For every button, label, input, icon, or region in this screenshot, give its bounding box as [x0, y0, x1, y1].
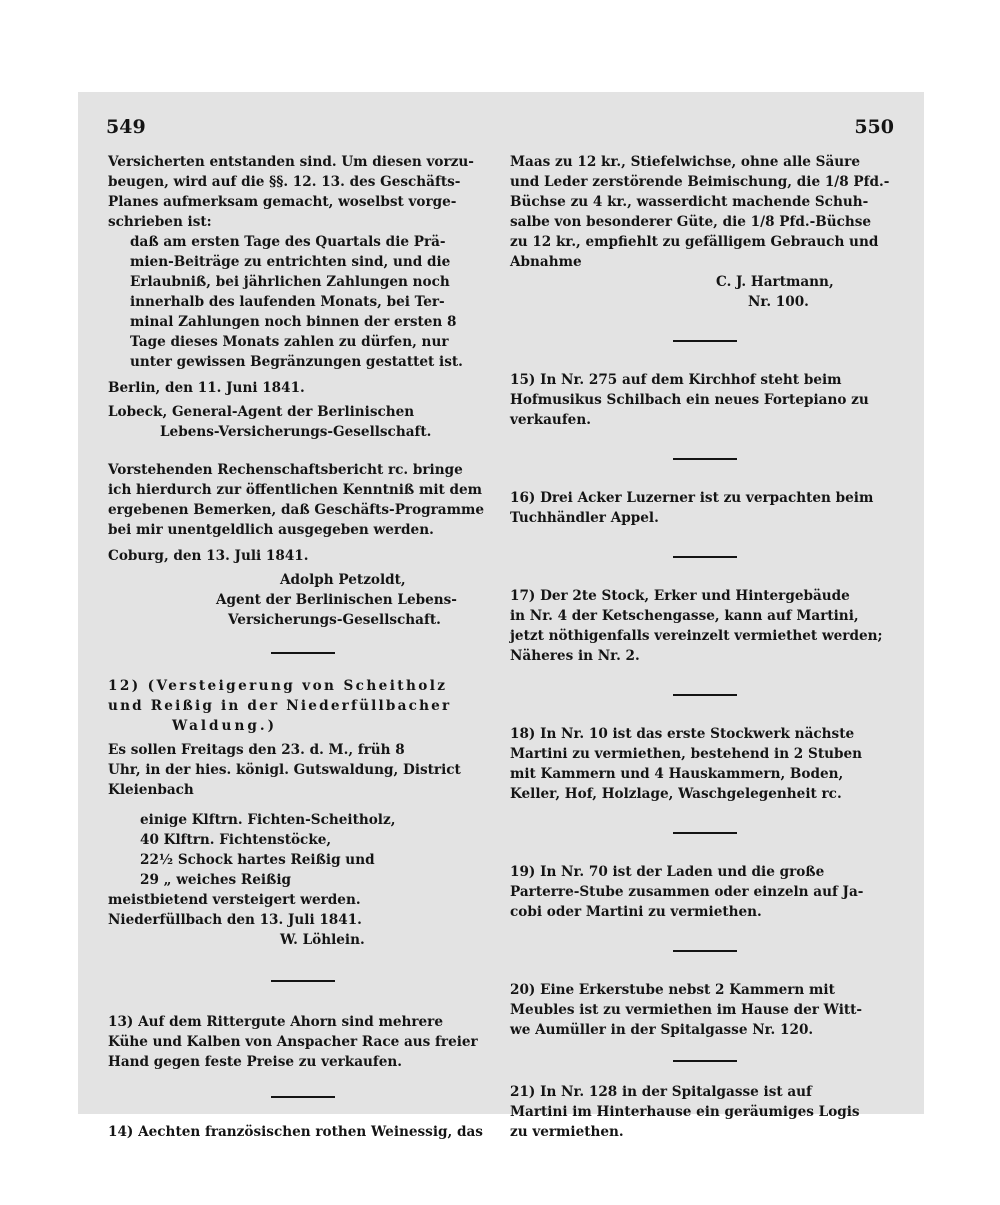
scanned-page [78, 92, 924, 1140]
notice-20: 20) Eine Erkerstube nebst 2 Kammern mit Meubles ist zu vermiethen im Hause der Witt- we Aumüller in der Spitalgasse Nr. 120. [510, 982, 863, 1038]
insurance-rule: daß am ersten Tage des Quartals die Prä- mien-Beiträge zu entrichten sind, und die Erlaubniß, bei jährlichen Zahlungen noch innerhalb des laufenden Monats, bei Ter- minal Zahlungen noch binnen der ersten 8 Tage dieses Monats zahlen zu dürfen, nur unter gewissen Begränzungen gestattet ist. [130, 234, 463, 370]
notice-15: 15) In Nr. 275 auf dem Kirchhof steht beim Hofmusikus Schilbach ein neues Fortepiano zu verkaufen. [510, 372, 869, 428]
section-divider [673, 832, 737, 834]
notice-12-title: 12) (Versteigerung von Scheitholz und Reißig in der Niederfüllbacher Waldung.) [108, 678, 452, 734]
section-divider [271, 980, 335, 982]
coburg-date: Coburg, den 13. Juli 1841. [108, 548, 309, 564]
report-paragraph: Vorstehenden Rechenschaftsbericht rc. bringe ich hierdurch zur öffentlichen Kenntniß mit dem ergebenen Bemerken, daß Geschäfts-Programme bei mir unentgeldlich ausgegeben werden. [108, 462, 485, 538]
section-divider [673, 950, 737, 952]
petzoldt-signature: Adolph Petzoldt, Agent der Berlinischen Lebens- Versicherungs-Gesellschaft. [216, 572, 457, 628]
notice-14-continued: Maas zu 12 kr., Stiefelwichse, ohne alle Säure und Leder zerstörende Beimischung, die 1/8 Pfd.- Büchse zu 4 kr., wasserdicht machende Schuh- salbe von besonderer Güte, die 1/8 Pfd.-Büchse zu 12 kr., empfiehlt zu gefälligem Gebrauch und Abnahme [510, 154, 890, 270]
notice-12-end: meistbietend versteigert werden. [108, 892, 361, 908]
page-number-right: 550 [854, 116, 894, 138]
notice-18: 18) In Nr. 10 ist das erste Stockwerk nächste Martini zu vermiethen, bestehend in 2 Stuben mit Kammern und 4 Hauskammern, Boden, Keller, Hof, Holzlage, Waschgelegenheit rc. [510, 726, 863, 802]
section-divider [673, 1060, 737, 1062]
section-divider [673, 694, 737, 696]
notice-19: 19) In Nr. 70 ist der Laden und die große Parterre-Stube zusammen oder einzeln auf Ja- cobi oder Martini zu vermiethen. [510, 864, 864, 920]
section-divider [673, 458, 737, 460]
section-divider [673, 340, 737, 342]
left-column [108, 152, 498, 1142]
right-column [510, 152, 900, 1142]
notice-16: 16) Drei Acker Luzerner ist zu verpachten beim Tuchhändler Appel. [510, 490, 874, 526]
notice-21: 21) In Nr. 128 in der Spitalgasse ist auf Martini im Hinterhause ein geräumiges Logis zu vermiethen. [510, 1084, 860, 1140]
notice-12-body: Es sollen Freitags den 23. d. M., früh 8 Uhr, in der hies. königl. Gutswaldung, District Kleienbach [108, 742, 461, 798]
notice-17: 17) Der 2te Stock, Erker und Hintergebäude in Nr. 4 der Ketschengasse, kann auf Martini, jetzt nöthigenfalls vereinzelt vermiethet werden; Näheres in Nr. 2. [510, 588, 883, 664]
section-divider [673, 556, 737, 558]
notice-13: 13) Auf dem Rittergute Ahorn sind mehrere Kühe und Kalben von Anspacher Race aus freier Hand gegen feste Preise zu verkaufen. [108, 1014, 478, 1070]
notice-12-signature: W. Löhlein. [280, 932, 365, 948]
hartmann-signature: C. J. Hartmann, Nr. 100. [716, 274, 834, 310]
notice-12-place: Niederfüllbach den 13. Juli 1841. [108, 912, 362, 928]
section-divider [271, 1096, 335, 1098]
berlin-date: Berlin, den 11. Juni 1841. [108, 380, 305, 396]
notice-12-items: einige Klftrn. Fichten-Scheitholz, 40 Klftrn. Fichtenstöcke, 22½ Schock hartes Reißig und 29 „ weiches Reißig [140, 812, 396, 888]
section-divider [271, 652, 335, 654]
lobeck-signature: Lobeck, General-Agent der Berlinischen Lebens-Versicherungs-Gesellschaft. [108, 404, 432, 440]
notice-14: 14) Aechten französischen rothen Weinessig, das [108, 1124, 483, 1140]
page-number-left: 549 [106, 116, 146, 138]
insurance-paragraph: Versicherten entstanden sind. Um diesen vorzu- beugen, wird auf die §§. 12. 13. des Geschäfts- Planes aufmerksam gemacht, woselbst vorge- schrieben ist: [108, 154, 474, 230]
